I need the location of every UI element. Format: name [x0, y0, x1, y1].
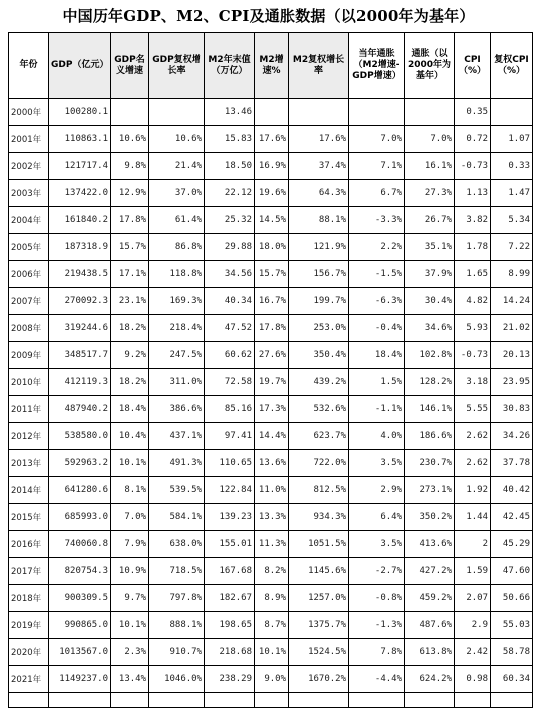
cell-compound-cpi: 45.29: [491, 531, 533, 558]
cell-gdp-nominal-growth: 23.1%: [111, 288, 149, 315]
cell-cpi: 1.44: [455, 504, 491, 531]
cell-m2-year-end: 40.34: [205, 288, 255, 315]
cell-year: 2005年: [9, 234, 49, 261]
cell-inflation-base-2000: 30.4%: [405, 288, 455, 315]
cell-gdp-nominal-growth: 17.8%: [111, 207, 149, 234]
cell-m2-year-end: 122.84: [205, 477, 255, 504]
header-gdp-nominal-growth: GDP名义增速: [111, 33, 149, 99]
header-year: 年份: [9, 33, 49, 99]
cell-cpi: 0.35: [455, 99, 491, 126]
cell-compound-cpi: 21.02: [491, 315, 533, 342]
table-row: [9, 234, 533, 261]
cell-year: 2021年: [9, 666, 49, 693]
cell-m2-compound-growth: 37.4%: [289, 153, 349, 180]
cell-cpi: 2.62: [455, 423, 491, 450]
cell-m2-year-end: 34.56: [205, 261, 255, 288]
cell-m2-year-end: 110.65: [205, 450, 255, 477]
cell-gdp-compound-growth: 584.1%: [149, 504, 205, 531]
cell-inflation-base-2000: 613.8%: [405, 639, 455, 666]
cell-gdp-compound-growth: 491.3%: [149, 450, 205, 477]
cell-cpi: 1.65: [455, 261, 491, 288]
cell-annual-inflation: -1.3%: [349, 612, 405, 639]
cell-gdp-nominal-growth: 9.2%: [111, 342, 149, 369]
cell-m2-growth: 17.6%: [255, 126, 289, 153]
cell-m2-growth: 8.2%: [255, 558, 289, 585]
cell-gdp-compound-growth: 910.7%: [149, 639, 205, 666]
cell-inflation-base-2000: 459.2%: [405, 585, 455, 612]
cell-gdp-nominal-growth: 13.4%: [111, 666, 149, 693]
cell-m2-compound-growth: 156.7%: [289, 261, 349, 288]
cell-gdp-compound-growth: 1046.0%: [149, 666, 205, 693]
cell-gdp-compound-growth: 437.1%: [149, 423, 205, 450]
cell-m2-growth: 11.3%: [255, 531, 289, 558]
cell-m2-year-end: 218.68: [205, 639, 255, 666]
cell-inflation-base-2000: 350.2%: [405, 504, 455, 531]
cell-gdp-compound-growth: 638.0%: [149, 531, 205, 558]
cell-annual-inflation: -1.1%: [349, 396, 405, 423]
cell-gdp: 1013567.0: [49, 639, 111, 666]
cell-compound-cpi: 40.42: [491, 477, 533, 504]
cell-gdp-compound-growth: 118.8%: [149, 261, 205, 288]
cell-compound-cpi: 14.24: [491, 288, 533, 315]
cell-m2-compound-growth: 532.6%: [289, 396, 349, 423]
page-title: 中国历年GDP、M2、CPI及通胀数据（以2000年为基年）: [62, 7, 475, 25]
cell-annual-inflation: -4.4%: [349, 666, 405, 693]
cell-compound-cpi: 34.26: [491, 423, 533, 450]
cell-inflation-base-2000: 102.8%: [405, 342, 455, 369]
cell-year: 2013年: [9, 450, 49, 477]
table-row: [9, 477, 533, 504]
cell-annual-inflation: -0.8%: [349, 585, 405, 612]
cell-m2-year-end: 167.68: [205, 558, 255, 585]
cell-inflation-base-2000: 273.1%: [405, 477, 455, 504]
cell-year: 2011年: [9, 396, 49, 423]
cell-m2-growth: 17.8%: [255, 315, 289, 342]
cell-cpi: 2.07: [455, 585, 491, 612]
cell-m2-growth: 19.6%: [255, 180, 289, 207]
cell-compound-cpi: 30.83: [491, 396, 533, 423]
cell-cpi: 4.82: [455, 288, 491, 315]
cell-inflation-base-2000: 413.6%: [405, 531, 455, 558]
cell-year: 2007年: [9, 288, 49, 315]
cell-annual-inflation: 4.0%: [349, 423, 405, 450]
cell-m2-compound-growth: 1670.2%: [289, 666, 349, 693]
cell-compound-cpi: 23.95: [491, 369, 533, 396]
cell-cpi: -0.73: [455, 342, 491, 369]
cell-m2-year-end: 97.41: [205, 423, 255, 450]
header-cpi: CPI（%）: [455, 33, 491, 99]
cutoff-cell: [149, 693, 205, 708]
cell-year: 2004年: [9, 207, 49, 234]
cell-inflation-base-2000: 34.6%: [405, 315, 455, 342]
cell-gdp-nominal-growth: 7.9%: [111, 531, 149, 558]
cell-m2-growth: 10.1%: [255, 639, 289, 666]
cell-year: 2020年: [9, 639, 49, 666]
cell-gdp-compound-growth: 37.0%: [149, 180, 205, 207]
cell-gdp: 100280.1: [49, 99, 111, 126]
cell-m2-growth: 15.7%: [255, 261, 289, 288]
cell-cpi: 0.98: [455, 666, 491, 693]
cell-gdp: 592963.2: [49, 450, 111, 477]
cell-year: 2019年: [9, 612, 49, 639]
cell-gdp: 121717.4: [49, 153, 111, 180]
cell-compound-cpi: 58.78: [491, 639, 533, 666]
cell-inflation-base-2000: 128.2%: [405, 369, 455, 396]
cell-cpi: 1.59: [455, 558, 491, 585]
cell-annual-inflation: -1.5%: [349, 261, 405, 288]
cell-annual-inflation: 6.4%: [349, 504, 405, 531]
table-row: [9, 531, 533, 558]
cell-annual-inflation: 7.0%: [349, 126, 405, 153]
cell-gdp: 641280.6: [49, 477, 111, 504]
cell-cpi: 2.42: [455, 639, 491, 666]
cutoff-cell: [491, 693, 533, 708]
cell-m2-year-end: 22.12: [205, 180, 255, 207]
cell-gdp: 1149237.0: [49, 666, 111, 693]
cell-m2-year-end: 72.58: [205, 369, 255, 396]
cell-inflation-base-2000: 427.2%: [405, 558, 455, 585]
cell-year: 2002年: [9, 153, 49, 180]
cell-gdp-compound-growth: 61.4%: [149, 207, 205, 234]
cell-gdp: 270092.3: [49, 288, 111, 315]
cell-m2-year-end: 15.83: [205, 126, 255, 153]
cell-m2-compound-growth: 1145.6%: [289, 558, 349, 585]
header-annual-inflation: 当年通胀（M2增速-GDP增速）: [349, 33, 405, 99]
cell-gdp-nominal-growth: 12.9%: [111, 180, 149, 207]
cell-m2-growth: 19.7%: [255, 369, 289, 396]
cell-cpi: 3.18: [455, 369, 491, 396]
cell-annual-inflation: [349, 99, 405, 126]
cell-gdp-nominal-growth: 9.7%: [111, 585, 149, 612]
cell-m2-year-end: 13.46: [205, 99, 255, 126]
table-row: [9, 450, 533, 477]
cell-gdp: 161840.2: [49, 207, 111, 234]
cell-m2-growth: [255, 99, 289, 126]
cell-compound-cpi: 1.47: [491, 180, 533, 207]
cell-year: 2015年: [9, 504, 49, 531]
cell-annual-inflation: -2.7%: [349, 558, 405, 585]
cell-gdp-compound-growth: 888.1%: [149, 612, 205, 639]
header-inflation-base-2000: 通胀（以2000年为基年）: [405, 33, 455, 99]
table-row: [9, 585, 533, 612]
cell-m2-compound-growth: 253.0%: [289, 315, 349, 342]
cell-gdp-nominal-growth: 17.1%: [111, 261, 149, 288]
cell-m2-compound-growth: 88.1%: [289, 207, 349, 234]
cell-m2-year-end: 238.29: [205, 666, 255, 693]
cell-m2-compound-growth: 623.7%: [289, 423, 349, 450]
cell-gdp: 685993.0: [49, 504, 111, 531]
cell-m2-growth: 13.6%: [255, 450, 289, 477]
cell-compound-cpi: 7.22: [491, 234, 533, 261]
table-row-cutoff: [9, 693, 533, 708]
cell-gdp: 900309.5: [49, 585, 111, 612]
cell-inflation-base-2000: 230.7%: [405, 450, 455, 477]
header-m2-growth: M2增速%: [255, 33, 289, 99]
data-table: [8, 32, 533, 708]
header-row: [9, 33, 533, 99]
cell-m2-compound-growth: 1375.7%: [289, 612, 349, 639]
cell-inflation-base-2000: 487.6%: [405, 612, 455, 639]
cutoff-cell: [111, 693, 149, 708]
table-row: [9, 315, 533, 342]
cell-m2-compound-growth: 1524.5%: [289, 639, 349, 666]
table-row: [9, 612, 533, 639]
cell-year: 2017年: [9, 558, 49, 585]
cell-m2-year-end: 29.88: [205, 234, 255, 261]
cell-inflation-base-2000: 37.9%: [405, 261, 455, 288]
cell-gdp-compound-growth: 386.6%: [149, 396, 205, 423]
cell-compound-cpi: 20.13: [491, 342, 533, 369]
cell-gdp: 137422.0: [49, 180, 111, 207]
cell-m2-growth: 8.9%: [255, 585, 289, 612]
cell-cpi: 3.82: [455, 207, 491, 234]
cutoff-cell: [405, 693, 455, 708]
cell-compound-cpi: 60.34: [491, 666, 533, 693]
cell-gdp-compound-growth: 718.5%: [149, 558, 205, 585]
cell-compound-cpi: 37.78: [491, 450, 533, 477]
cell-compound-cpi: 8.99: [491, 261, 533, 288]
cutoff-cell: [255, 693, 289, 708]
cell-m2-growth: 8.7%: [255, 612, 289, 639]
cell-annual-inflation: 2.9%: [349, 477, 405, 504]
cell-compound-cpi: 55.03: [491, 612, 533, 639]
cell-m2-compound-growth: 1051.5%: [289, 531, 349, 558]
table-row: [9, 342, 533, 369]
cell-m2-growth: 27.6%: [255, 342, 289, 369]
cell-m2-year-end: 85.16: [205, 396, 255, 423]
cell-annual-inflation: 6.7%: [349, 180, 405, 207]
cell-m2-growth: 9.0%: [255, 666, 289, 693]
cell-gdp: 412119.3: [49, 369, 111, 396]
cell-m2-growth: 17.3%: [255, 396, 289, 423]
cell-gdp-nominal-growth: 7.0%: [111, 504, 149, 531]
cell-gdp-nominal-growth: 10.6%: [111, 126, 149, 153]
cell-compound-cpi: 0.33: [491, 153, 533, 180]
cell-gdp: 487940.2: [49, 396, 111, 423]
cell-year: 2003年: [9, 180, 49, 207]
cell-inflation-base-2000: 26.7%: [405, 207, 455, 234]
cell-year: 2009年: [9, 342, 49, 369]
cell-gdp: 820754.3: [49, 558, 111, 585]
header-m2-year-end: M2年末值（万亿）: [205, 33, 255, 99]
cell-cpi: 5.55: [455, 396, 491, 423]
cell-gdp: 348517.7: [49, 342, 111, 369]
cutoff-cell: [289, 693, 349, 708]
cell-gdp-compound-growth: 169.3%: [149, 288, 205, 315]
cell-year: 2000年: [9, 99, 49, 126]
cell-gdp-nominal-growth: 18.2%: [111, 369, 149, 396]
cell-cpi: -0.73: [455, 153, 491, 180]
cell-gdp: 110863.1: [49, 126, 111, 153]
cell-m2-year-end: 60.62: [205, 342, 255, 369]
cell-annual-inflation: 7.8%: [349, 639, 405, 666]
cell-gdp: 538580.0: [49, 423, 111, 450]
cell-year: 2016年: [9, 531, 49, 558]
table-row: [9, 666, 533, 693]
cell-m2-compound-growth: 812.5%: [289, 477, 349, 504]
cell-gdp-compound-growth: 247.5%: [149, 342, 205, 369]
cutoff-cell: [49, 693, 111, 708]
cell-gdp-nominal-growth: 8.1%: [111, 477, 149, 504]
cell-m2-compound-growth: 64.3%: [289, 180, 349, 207]
cell-gdp-nominal-growth: 10.4%: [111, 423, 149, 450]
cell-m2-compound-growth: 1257.0%: [289, 585, 349, 612]
cell-compound-cpi: 47.60: [491, 558, 533, 585]
header-gdp: GDP（亿元）: [49, 33, 111, 99]
cell-annual-inflation: -6.3%: [349, 288, 405, 315]
cell-gdp: 219438.5: [49, 261, 111, 288]
cell-m2-growth: 16.7%: [255, 288, 289, 315]
cell-inflation-base-2000: 16.1%: [405, 153, 455, 180]
table-row: [9, 207, 533, 234]
cell-gdp-compound-growth: 218.4%: [149, 315, 205, 342]
cutoff-cell: [205, 693, 255, 708]
table-row: [9, 396, 533, 423]
cell-gdp-compound-growth: 539.5%: [149, 477, 205, 504]
cell-gdp-nominal-growth: 9.8%: [111, 153, 149, 180]
cell-m2-growth: 18.0%: [255, 234, 289, 261]
cell-compound-cpi: 50.66: [491, 585, 533, 612]
cell-gdp-compound-growth: 86.8%: [149, 234, 205, 261]
cell-m2-year-end: 139.23: [205, 504, 255, 531]
cell-annual-inflation: 2.2%: [349, 234, 405, 261]
cell-compound-cpi: 42.45: [491, 504, 533, 531]
cell-cpi: 1.13: [455, 180, 491, 207]
table-row: [9, 423, 533, 450]
table-row: [9, 261, 533, 288]
cell-annual-inflation: -0.4%: [349, 315, 405, 342]
cell-m2-compound-growth: 199.7%: [289, 288, 349, 315]
cell-m2-year-end: 198.65: [205, 612, 255, 639]
cell-m2-compound-growth: 934.3%: [289, 504, 349, 531]
cell-gdp: 740060.8: [49, 531, 111, 558]
table-row: [9, 504, 533, 531]
header-compound-cpi: 复权CPI（%）: [491, 33, 533, 99]
table-row: [9, 126, 533, 153]
cell-annual-inflation: 1.5%: [349, 369, 405, 396]
cutoff-cell: [349, 693, 405, 708]
cell-m2-compound-growth: 17.6%: [289, 126, 349, 153]
cell-year: 2014年: [9, 477, 49, 504]
cell-cpi: 1.92: [455, 477, 491, 504]
cell-gdp: 990865.0: [49, 612, 111, 639]
cell-inflation-base-2000: 27.3%: [405, 180, 455, 207]
cell-year: 2008年: [9, 315, 49, 342]
cell-inflation-base-2000: 7.0%: [405, 126, 455, 153]
table-row: [9, 180, 533, 207]
table-row: [9, 288, 533, 315]
cell-cpi: 2: [455, 531, 491, 558]
cell-annual-inflation: 3.5%: [349, 450, 405, 477]
cell-gdp: 187318.9: [49, 234, 111, 261]
cell-m2-year-end: 18.50: [205, 153, 255, 180]
cell-m2-compound-growth: [289, 99, 349, 126]
cell-m2-year-end: 155.01: [205, 531, 255, 558]
cell-cpi: 2.62: [455, 450, 491, 477]
cell-annual-inflation: 7.1%: [349, 153, 405, 180]
cell-gdp-nominal-growth: 2.3%: [111, 639, 149, 666]
table-row: [9, 153, 533, 180]
cell-compound-cpi: 5.34: [491, 207, 533, 234]
cell-gdp-nominal-growth: [111, 99, 149, 126]
cell-annual-inflation: -3.3%: [349, 207, 405, 234]
cell-year: 2001年: [9, 126, 49, 153]
cutoff-cell: [9, 693, 49, 708]
cell-gdp: 319244.6: [49, 315, 111, 342]
cell-gdp-compound-growth: [149, 99, 205, 126]
cell-gdp-nominal-growth: 18.2%: [111, 315, 149, 342]
cell-year: 2010年: [9, 369, 49, 396]
cell-inflation-base-2000: 146.1%: [405, 396, 455, 423]
cell-m2-growth: 14.4%: [255, 423, 289, 450]
cell-gdp-compound-growth: 797.8%: [149, 585, 205, 612]
cell-cpi: 5.93: [455, 315, 491, 342]
table-row: [9, 99, 533, 126]
cell-gdp-nominal-growth: 18.4%: [111, 396, 149, 423]
cell-annual-inflation: 18.4%: [349, 342, 405, 369]
cell-compound-cpi: [491, 99, 533, 126]
cell-m2-compound-growth: 121.9%: [289, 234, 349, 261]
cell-year: 2006年: [9, 261, 49, 288]
cell-gdp-compound-growth: 21.4%: [149, 153, 205, 180]
cell-year: 2018年: [9, 585, 49, 612]
cell-inflation-base-2000: [405, 99, 455, 126]
cell-m2-compound-growth: 439.2%: [289, 369, 349, 396]
cell-inflation-base-2000: 186.6%: [405, 423, 455, 450]
cutoff-cell: [455, 693, 491, 708]
table-row: [9, 369, 533, 396]
header-m2-compound-growth: M2复权增长率: [289, 33, 349, 99]
cell-m2-year-end: 182.67: [205, 585, 255, 612]
header-gdp-compound-growth: GDP复权增长率: [149, 33, 205, 99]
cell-m2-year-end: 47.52: [205, 315, 255, 342]
cell-cpi: 0.72: [455, 126, 491, 153]
cell-m2-growth: 14.5%: [255, 207, 289, 234]
cell-inflation-base-2000: 35.1%: [405, 234, 455, 261]
cell-m2-compound-growth: 350.4%: [289, 342, 349, 369]
cell-gdp-compound-growth: 311.0%: [149, 369, 205, 396]
cell-inflation-base-2000: 624.2%: [405, 666, 455, 693]
cell-year: 2012年: [9, 423, 49, 450]
table-row: [9, 558, 533, 585]
cell-m2-compound-growth: 722.0%: [289, 450, 349, 477]
cell-gdp-nominal-growth: 10.1%: [111, 612, 149, 639]
cell-compound-cpi: 1.07: [491, 126, 533, 153]
cell-m2-growth: 16.9%: [255, 153, 289, 180]
cell-m2-growth: 11.0%: [255, 477, 289, 504]
cell-cpi: 1.78: [455, 234, 491, 261]
cell-gdp-nominal-growth: 10.9%: [111, 558, 149, 585]
cell-m2-growth: 13.3%: [255, 504, 289, 531]
cell-gdp-compound-growth: 10.6%: [149, 126, 205, 153]
cell-m2-year-end: 25.32: [205, 207, 255, 234]
cell-gdp-nominal-growth: 15.7%: [111, 234, 149, 261]
cell-annual-inflation: 3.5%: [349, 531, 405, 558]
cell-cpi: 2.9: [455, 612, 491, 639]
cell-gdp-nominal-growth: 10.1%: [111, 450, 149, 477]
table-row: [9, 639, 533, 666]
table-body: [9, 99, 533, 708]
